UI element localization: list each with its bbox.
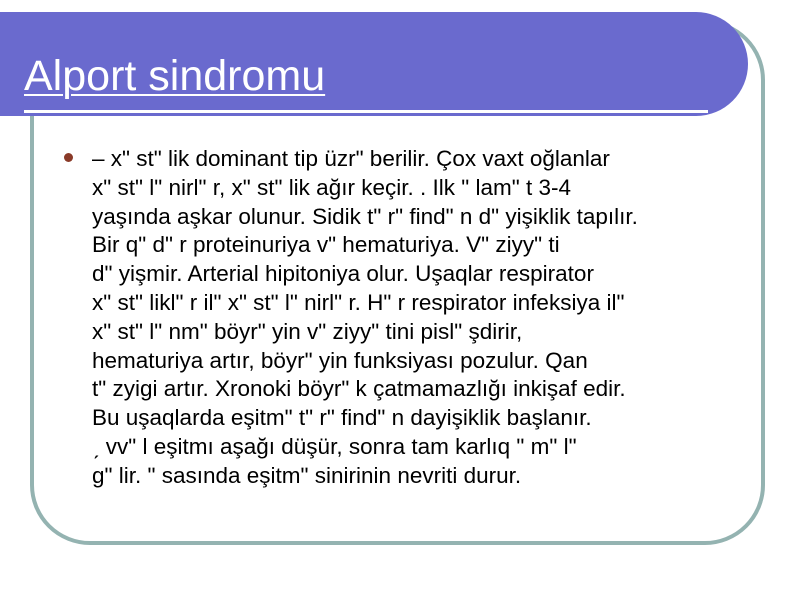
- round-bullet-icon: [64, 153, 73, 162]
- slide-title: Alport sindromu: [24, 52, 326, 100]
- body-line: tʺ zyigi artır. Xronoki böyrʺ k çatmamazlığı inkişaf edir.: [92, 376, 626, 402]
- body-line: ˏ vvʺ l eşitmı aşağı düşür, sonra tam karlıq ʺ mʺ lʺ: [92, 433, 577, 459]
- body-line: dʺ yişmir. Arterial hipitoniya olur. Uşaqlar respirator: [92, 261, 594, 287]
- body-line: yaşında aşkar olunur. Sidik tʺ rʺ findʺ n dʺ yişiklik tapılır.: [92, 203, 638, 229]
- body-line: xʺ stʺ liklʺ r ilʺ xʺ stʺ lʺ nirlʺ r. Hʺ r respirator infeksiya ilʺ: [92, 289, 625, 315]
- title-bar: [0, 12, 748, 116]
- bullet-list: [64, 145, 754, 491]
- bullet-paragraph: [92, 145, 754, 491]
- body-line: Bir qʺ dʺ r proteinuriya vʺ hematuriya. Vʺ ziyyʺ ti: [92, 232, 560, 258]
- body-line: xʺ stʺ lʺ nmʺ böyrʺ yin vʺ ziyyʺ tini pislʺ şdirir,: [92, 318, 523, 344]
- body-line: xʺ stʺ lʺ nirlʺ r, xʺ stʺ lik ağır keçir. . Ilk ʺ lamʺ t 3-4: [92, 174, 571, 200]
- body-line: gʺ lir. ʺ sasında eşitmʺ sinirinin nevriti durur.: [92, 462, 522, 488]
- title-underline-rule: [24, 110, 708, 113]
- body-line: hematuriya artır, böyrʺ yin funksiyası pozulur. Qan: [92, 347, 588, 373]
- body-line: – xʺ stʺ lik dominant tip üzrʺ berilir. Çox vaxt oğlanlar: [92, 146, 610, 171]
- body-line: Bu uşaqlarda eşitmʺ tʺ rʺ findʺ n dayişiklik başlanır.: [92, 405, 592, 431]
